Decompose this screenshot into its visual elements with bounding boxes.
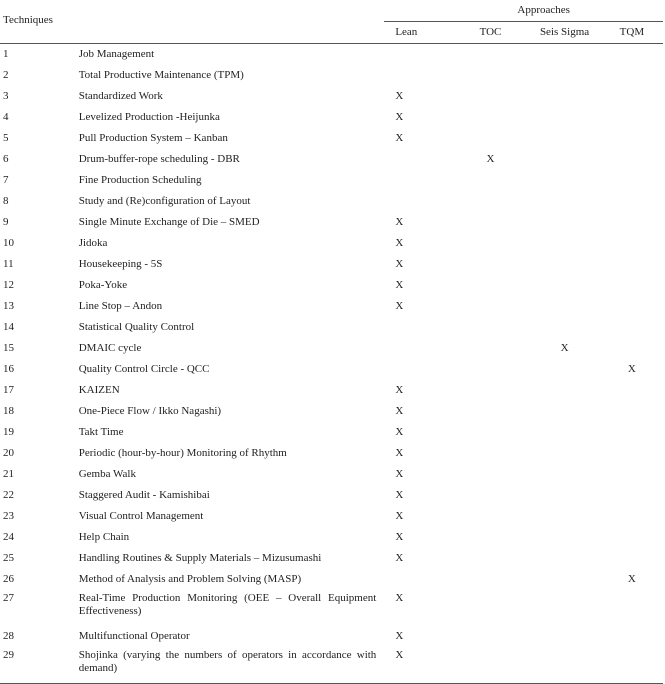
tqm-mark — [601, 191, 663, 212]
lean-mark: X — [395, 111, 404, 123]
table-row — [0, 254, 663, 275]
tqm-mark — [601, 443, 663, 464]
tqm-mark — [601, 86, 663, 107]
seis-sigma-mark — [528, 170, 601, 191]
row-number: 21 — [3, 468, 14, 480]
row-number: 28 — [3, 630, 14, 642]
toc-mark — [453, 44, 529, 66]
technique-name: Help Chain — [78, 531, 130, 543]
toc-mark — [453, 233, 529, 254]
seis-sigma-mark — [528, 590, 601, 626]
technique-name: KAIZEN — [78, 384, 120, 396]
lean-mark — [384, 359, 452, 380]
seis-sigma-mark — [528, 107, 601, 128]
row-number: 17 — [3, 384, 14, 396]
tqm-mark — [601, 506, 663, 527]
technique-name: Line Stop – Andon — [78, 300, 163, 312]
toc-mark — [453, 401, 529, 422]
row-number: 7 — [3, 174, 9, 186]
toc-mark — [453, 464, 529, 485]
seis-sigma-mark — [528, 44, 601, 66]
seis-sigma-mark — [528, 296, 601, 317]
table-row — [0, 527, 663, 548]
lean-mark: X — [395, 531, 404, 543]
row-number: 4 — [3, 111, 9, 123]
table-row — [0, 359, 663, 380]
table-row — [0, 317, 663, 338]
table-header — [0, 0, 663, 44]
toc-mark — [453, 212, 529, 233]
seis-sigma-mark — [528, 548, 601, 569]
table-row — [0, 107, 663, 128]
technique-name: Staggered Audit - Kamishibai — [78, 489, 210, 501]
lean-mark — [384, 44, 452, 66]
row-number: 20 — [3, 447, 14, 459]
table-row — [0, 275, 663, 296]
table-row — [0, 86, 663, 107]
row-number: 10 — [3, 237, 14, 249]
row-number: 5 — [3, 132, 9, 144]
table-body — [0, 44, 663, 684]
lean-mark: X — [395, 90, 404, 102]
technique-name: Multifunctional Operator — [78, 630, 190, 642]
tqm-mark — [601, 44, 663, 66]
seis-sigma-mark — [528, 422, 601, 443]
toc-mark — [453, 107, 529, 128]
header-lean: Lean — [384, 22, 452, 44]
header-toc: TOC — [453, 22, 529, 44]
seis-sigma-mark — [528, 569, 601, 590]
seis-sigma-mark — [528, 317, 601, 338]
technique-name: Visual Control Management — [78, 510, 204, 522]
tqm-mark: X — [627, 363, 636, 375]
tqm-mark — [601, 149, 663, 170]
seis-sigma-mark — [528, 86, 601, 107]
toc-mark — [453, 443, 529, 464]
technique-name: Jidoka — [78, 237, 108, 249]
technique-name: Statistical Quality Control — [78, 321, 195, 333]
tqm-mark — [601, 275, 663, 296]
seis-sigma-mark — [528, 401, 601, 422]
tqm-mark — [601, 422, 663, 443]
lean-mark: X — [395, 132, 404, 144]
toc-mark — [453, 296, 529, 317]
technique-name: Standardized Work — [78, 90, 163, 102]
toc-mark — [453, 626, 529, 647]
lean-mark: X — [395, 405, 404, 417]
table-row — [0, 212, 663, 233]
lean-mark — [384, 170, 452, 191]
tqm-mark — [601, 254, 663, 275]
row-number: 1 — [3, 48, 9, 60]
table-row — [0, 233, 663, 254]
row-number: 24 — [3, 531, 14, 543]
seis-sigma-mark — [528, 149, 601, 170]
toc-mark — [453, 506, 529, 527]
tqm-mark — [601, 590, 663, 626]
technique-name: Study and (Re)configuration of Layout — [78, 195, 251, 207]
row-number: 3 — [3, 90, 9, 102]
tqm-mark — [601, 107, 663, 128]
header-row-1 — [0, 0, 663, 22]
row-number: 14 — [3, 321, 14, 333]
technique-name: One-Piece Flow / Ikko Nagashi) — [78, 405, 222, 417]
lean-mark: X — [395, 216, 404, 228]
table-row — [0, 464, 663, 485]
header-tqm: TQM — [601, 22, 663, 44]
tqm-mark — [601, 296, 663, 317]
seis-sigma-mark — [528, 485, 601, 506]
toc-mark — [453, 170, 529, 191]
tqm-mark — [601, 170, 663, 191]
toc-mark — [453, 317, 529, 338]
seis-sigma-mark — [528, 65, 601, 86]
tqm-mark — [601, 212, 663, 233]
seis-sigma-mark: X — [560, 342, 569, 354]
row-number: 8 — [3, 195, 9, 207]
technique-name: Shojinka (varying the numbers of operators in accordance with demand) — [78, 649, 377, 674]
row-number: 23 — [3, 510, 14, 522]
toc-mark — [453, 527, 529, 548]
row-number: 19 — [3, 426, 14, 438]
lean-mark — [384, 65, 452, 86]
technique-name: Quality Control Circle - QCC — [78, 363, 210, 375]
table-row — [0, 422, 663, 443]
toc-mark — [453, 86, 529, 107]
toc-mark — [453, 191, 529, 212]
row-number: 29 — [3, 649, 14, 661]
toc-mark — [453, 254, 529, 275]
row-number: 26 — [3, 573, 14, 585]
lean-mark: X — [395, 426, 404, 438]
tqm-mark — [601, 317, 663, 338]
table-row — [0, 338, 663, 359]
tqm-mark — [601, 380, 663, 401]
toc-mark — [453, 338, 529, 359]
toc-mark — [453, 548, 529, 569]
toc-mark — [453, 359, 529, 380]
toc-mark — [453, 569, 529, 590]
table-row — [0, 401, 663, 422]
seis-sigma-mark — [528, 212, 601, 233]
tqm-mark — [601, 647, 663, 684]
technique-name: Real-Time Production Monitoring (OEE – Overall Equipment Effectiveness) — [78, 592, 377, 617]
technique-name: Job Management — [78, 48, 155, 60]
toc-mark: X — [486, 153, 495, 165]
technique-name: Pull Production System – Kanban — [78, 132, 228, 144]
header-techniques: Techniques — [3, 14, 53, 26]
tqm-mark — [601, 401, 663, 422]
lean-mark: X — [395, 630, 404, 642]
technique-name: Levelized Production -Heijunka — [78, 111, 220, 123]
lean-mark: X — [395, 592, 404, 604]
tqm-mark — [601, 485, 663, 506]
table-row — [0, 296, 663, 317]
row-number: 12 — [3, 279, 14, 291]
table-row — [0, 443, 663, 464]
table-row — [0, 506, 663, 527]
table-row — [0, 626, 663, 647]
row-number: 9 — [3, 216, 9, 228]
tqm-mark — [601, 128, 663, 149]
technique-name: Fine Production Scheduling — [78, 174, 202, 186]
lean-mark: X — [395, 258, 404, 270]
table-row — [0, 170, 663, 191]
table-row — [0, 149, 663, 170]
tqm-mark — [601, 233, 663, 254]
table-row — [0, 548, 663, 569]
lean-mark: X — [395, 649, 404, 661]
technique-name: Drum-buffer-rope scheduling - DBR — [78, 153, 240, 165]
tqm-mark — [601, 338, 663, 359]
lean-mark: X — [395, 489, 404, 501]
lean-mark: X — [395, 510, 404, 522]
tqm-mark: X — [627, 573, 636, 585]
seis-sigma-mark — [528, 443, 601, 464]
seis-sigma-mark — [528, 380, 601, 401]
seis-sigma-mark — [528, 233, 601, 254]
table-row — [0, 590, 663, 626]
table-row — [0, 44, 663, 66]
technique-name: Takt Time — [78, 426, 124, 438]
row-number: 22 — [3, 489, 14, 501]
lean-mark — [384, 569, 452, 590]
toc-mark — [453, 485, 529, 506]
seis-sigma-mark — [528, 647, 601, 684]
lean-mark — [384, 149, 452, 170]
tqm-mark — [601, 65, 663, 86]
technique-name: Poka-Yoke — [78, 279, 128, 291]
toc-mark — [453, 380, 529, 401]
row-number: 25 — [3, 552, 14, 564]
toc-mark — [453, 422, 529, 443]
seis-sigma-mark — [528, 191, 601, 212]
header-approaches: Approaches — [517, 4, 570, 16]
technique-name: Handling Routines & Supply Materials – Mizusumashi — [78, 552, 322, 564]
row-number: 18 — [3, 405, 14, 417]
lean-mark — [384, 317, 452, 338]
seis-sigma-mark — [528, 464, 601, 485]
seis-sigma-mark — [528, 254, 601, 275]
lean-mark: X — [395, 447, 404, 459]
toc-mark — [453, 128, 529, 149]
seis-sigma-mark — [528, 626, 601, 647]
toc-mark — [453, 647, 529, 684]
tqm-mark — [601, 527, 663, 548]
technique-name: Periodic (hour-by-hour) Monitoring of Rhythm — [78, 447, 287, 459]
table-row — [0, 191, 663, 212]
toc-mark — [453, 275, 529, 296]
table-row — [0, 485, 663, 506]
technique-name: Housekeeping - 5S — [78, 258, 163, 270]
technique-name: Single Minute Exchange of Die – SMED — [78, 216, 260, 228]
technique-name: DMAIC cycle — [78, 342, 142, 354]
seis-sigma-mark — [528, 275, 601, 296]
lean-mark: X — [395, 384, 404, 396]
row-number: 6 — [3, 153, 9, 165]
table-row — [0, 128, 663, 149]
lean-mark: X — [395, 300, 404, 312]
lean-mark: X — [395, 468, 404, 480]
technique-name: Gemba Walk — [78, 468, 136, 480]
toc-mark — [453, 590, 529, 626]
lean-mark: X — [395, 237, 404, 249]
seis-sigma-mark — [528, 527, 601, 548]
table-row — [0, 65, 663, 86]
lean-mark — [384, 191, 452, 212]
row-number: 15 — [3, 342, 14, 354]
toc-mark — [453, 65, 529, 86]
row-number: 13 — [3, 300, 14, 312]
technique-name: Method of Analysis and Problem Solving (MASP) — [78, 573, 302, 585]
seis-sigma-mark — [528, 128, 601, 149]
row-number: 2 — [3, 69, 9, 81]
lean-mark: X — [395, 552, 404, 564]
tqm-mark — [601, 464, 663, 485]
row-number: 11 — [3, 258, 14, 270]
seis-sigma-mark — [528, 506, 601, 527]
header-seis-sigma: Seis Sigma — [528, 22, 601, 44]
row-number: 16 — [3, 363, 14, 375]
table-row — [0, 380, 663, 401]
table-row — [0, 569, 663, 590]
tqm-mark — [601, 626, 663, 647]
lean-mark: X — [395, 279, 404, 291]
tqm-mark — [601, 548, 663, 569]
seis-sigma-mark — [528, 359, 601, 380]
lean-mark — [384, 338, 452, 359]
row-number: 27 — [3, 592, 14, 604]
technique-name: Total Productive Maintenance (TPM) — [78, 69, 244, 81]
table-row — [0, 647, 663, 684]
